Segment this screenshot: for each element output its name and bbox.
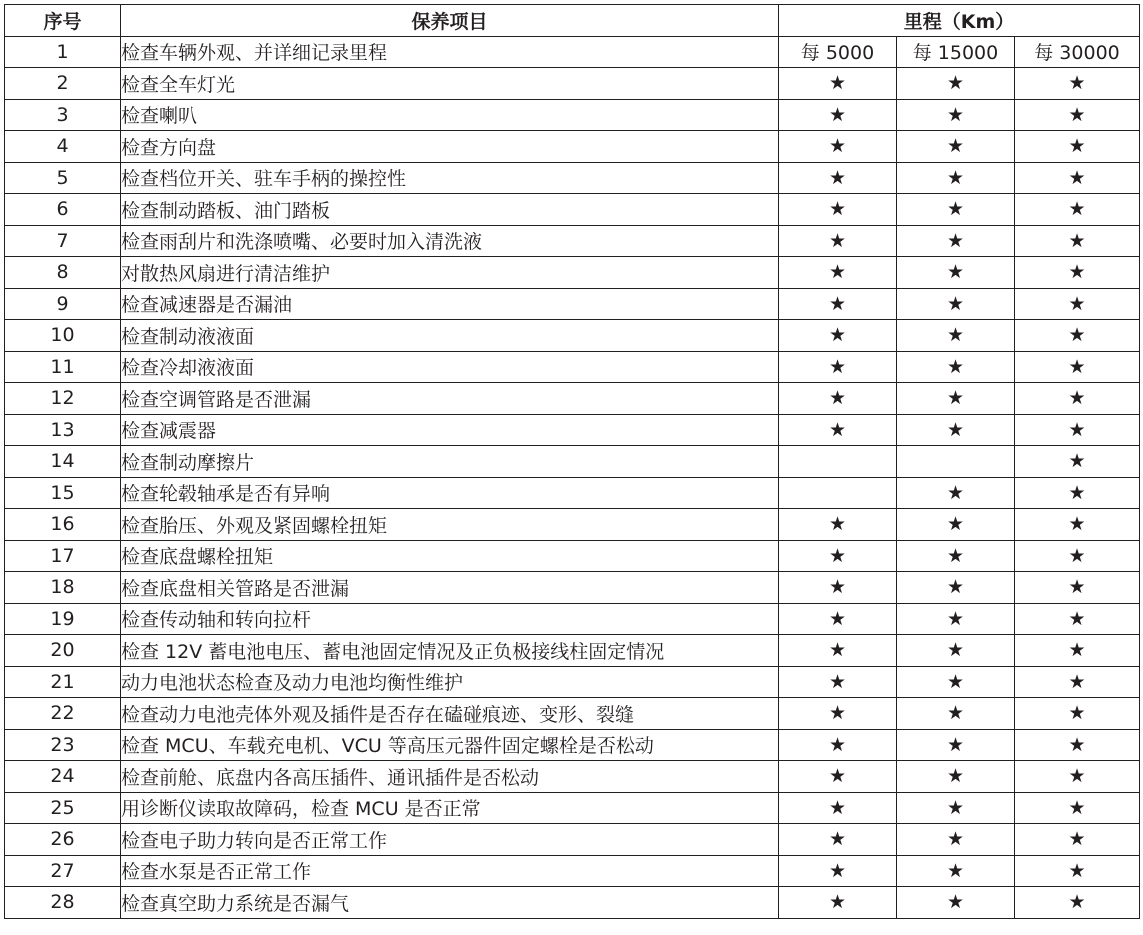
interval-30000-cell: ★ (1015, 698, 1140, 730)
table-row (5, 792, 1140, 824)
table-row (5, 666, 1140, 698)
interval-15000-cell: ★ (897, 477, 1015, 509)
interval-15000-cell: ★ (897, 131, 1015, 163)
table-row (5, 225, 1140, 257)
maintenance-item: 检查水泵是否正常工作 (121, 855, 779, 887)
maintenance-item: 检查方向盘 (121, 131, 779, 163)
interval-5000-cell: ★ (779, 99, 897, 131)
row-number: 22 (5, 698, 121, 730)
interval-30000-cell: 每 30000 (1015, 36, 1140, 68)
table-row (5, 509, 1140, 541)
row-number: 28 (5, 887, 121, 919)
interval-15000-cell: ★ (897, 887, 1015, 919)
interval-15000-cell: ★ (897, 68, 1015, 100)
row-number: 13 (5, 414, 121, 446)
interval-5000-cell: ★ (779, 162, 897, 194)
row-number: 1 (5, 36, 121, 68)
table-row (5, 603, 1140, 635)
interval-5000-cell: ★ (779, 68, 897, 100)
table-row (5, 68, 1140, 100)
table-row (5, 635, 1140, 667)
table-body (5, 36, 1140, 918)
table-row (5, 257, 1140, 289)
maintenance-item: 对散热风扇进行清洁维护 (121, 257, 779, 289)
interval-5000-cell: ★ (779, 698, 897, 730)
table-row (5, 729, 1140, 761)
row-number: 23 (5, 729, 121, 761)
table-row (5, 194, 1140, 226)
table-row (5, 99, 1140, 131)
interval-30000-cell: ★ (1015, 288, 1140, 320)
row-number: 10 (5, 320, 121, 352)
interval-30000-cell: ★ (1015, 68, 1140, 100)
interval-5000-cell: ★ (779, 383, 897, 415)
table-row (5, 540, 1140, 572)
interval-15000-cell: ★ (897, 99, 1015, 131)
maintenance-item: 检查底盘相关管路是否泄漏 (121, 572, 779, 604)
row-number: 17 (5, 540, 121, 572)
maintenance-item: 检查传动轴和转向拉杆 (121, 603, 779, 635)
interval-15000-cell: ★ (897, 540, 1015, 572)
row-number: 8 (5, 257, 121, 289)
interval-5000-cell: ★ (779, 635, 897, 667)
interval-30000-cell: ★ (1015, 509, 1140, 541)
maintenance-item: 检查 12V 蓄电池电压、蓄电池固定情况及正负极接线柱固定情况 (121, 635, 779, 667)
row-number: 27 (5, 855, 121, 887)
interval-30000-cell: ★ (1015, 761, 1140, 793)
maintenance-item: 检查车辆外观、并详细记录里程 (121, 36, 779, 68)
table-row (5, 383, 1140, 415)
interval-30000-cell: ★ (1015, 320, 1140, 352)
maintenance-item: 检查制动液液面 (121, 320, 779, 352)
maintenance-item: 检查胎压、外观及紧固螺栓扭矩 (121, 509, 779, 541)
interval-30000-cell: ★ (1015, 446, 1140, 478)
interval-30000-cell: ★ (1015, 257, 1140, 289)
header-number: 序号 (5, 5, 121, 37)
row-number: 7 (5, 225, 121, 257)
maintenance-item: 检查全车灯光 (121, 68, 779, 100)
maintenance-item: 检查动力电池壳体外观及插件是否存在磕碰痕迹、变形、裂缝 (121, 698, 779, 730)
table-row (5, 572, 1140, 604)
interval-5000-cell: ★ (779, 855, 897, 887)
interval-5000-cell: ★ (779, 887, 897, 919)
maintenance-item: 检查冷却液液面 (121, 351, 779, 383)
interval-30000-cell: ★ (1015, 635, 1140, 667)
interval-5000-cell: ★ (779, 194, 897, 226)
interval-5000-cell: ★ (779, 572, 897, 604)
interval-15000-cell: ★ (897, 666, 1015, 698)
interval-30000-cell: ★ (1015, 383, 1140, 415)
interval-30000-cell: ★ (1015, 824, 1140, 856)
table-row (5, 761, 1140, 793)
interval-5000-cell: ★ (779, 603, 897, 635)
maintenance-item: 检查轮毂轴承是否有异响 (121, 477, 779, 509)
interval-15000-cell: ★ (897, 729, 1015, 761)
interval-5000-cell: ★ (779, 320, 897, 352)
table-row (5, 162, 1140, 194)
interval-15000-cell: ★ (897, 792, 1015, 824)
row-number: 25 (5, 792, 121, 824)
maintenance-item: 检查前舱、底盘内各高压插件、通讯插件是否松动 (121, 761, 779, 793)
interval-30000-cell: ★ (1015, 194, 1140, 226)
interval-15000-cell: ★ (897, 509, 1015, 541)
header-mileage: 里程（Km） (779, 5, 1140, 37)
row-number: 26 (5, 824, 121, 856)
row-number: 5 (5, 162, 121, 194)
row-number: 12 (5, 383, 121, 415)
interval-15000-cell: ★ (897, 320, 1015, 352)
table-row (5, 824, 1140, 856)
row-number: 21 (5, 666, 121, 698)
maintenance-item: 检查雨刮片和洗涤喷嘴、必要时加入清洗液 (121, 225, 779, 257)
interval-5000-cell: ★ (779, 288, 897, 320)
interval-5000-cell: ★ (779, 540, 897, 572)
interval-5000-cell: ★ (779, 761, 897, 793)
interval-15000-cell: 每 15000 (897, 36, 1015, 68)
interval-15000-cell: ★ (897, 383, 1015, 415)
interval-15000-cell: ★ (897, 698, 1015, 730)
interval-15000-cell: ★ (897, 225, 1015, 257)
interval-15000-cell: ★ (897, 824, 1015, 856)
table-row (5, 855, 1140, 887)
maintenance-item: 检查底盘螺栓扭矩 (121, 540, 779, 572)
interval-15000-cell: ★ (897, 288, 1015, 320)
interval-5000-cell: ★ (779, 792, 897, 824)
maintenance-item: 用诊断仪读取故障码，检查 MCU 是否正常 (121, 792, 779, 824)
maintenance-item: 检查制动摩擦片 (121, 446, 779, 478)
maintenance-item: 检查真空助力系统是否漏气 (121, 887, 779, 919)
row-number: 9 (5, 288, 121, 320)
interval-30000-cell: ★ (1015, 792, 1140, 824)
interval-30000-cell: ★ (1015, 131, 1140, 163)
row-number: 2 (5, 68, 121, 100)
row-number: 20 (5, 635, 121, 667)
interval-15000-cell: ★ (897, 194, 1015, 226)
interval-30000-cell: ★ (1015, 414, 1140, 446)
interval-30000-cell: ★ (1015, 666, 1140, 698)
interval-30000-cell: ★ (1015, 99, 1140, 131)
interval-5000-cell: ★ (779, 414, 897, 446)
maintenance-item: 检查减速器是否漏油 (121, 288, 779, 320)
interval-30000-cell: ★ (1015, 225, 1140, 257)
table-row (5, 131, 1140, 163)
row-number: 16 (5, 509, 121, 541)
row-number: 4 (5, 131, 121, 163)
maintenance-item: 检查电子助力转向是否正常工作 (121, 824, 779, 856)
interval-5000-cell: ★ (779, 351, 897, 383)
interval-15000-cell: ★ (897, 572, 1015, 604)
row-number: 3 (5, 99, 121, 131)
interval-15000-cell: ★ (897, 162, 1015, 194)
maintenance-item: 检查 MCU、车载充电机、VCU 等高压元器件固定螺栓是否松动 (121, 729, 779, 761)
table-row (5, 477, 1140, 509)
interval-5000-cell: ★ (779, 729, 897, 761)
interval-5000-cell: 每 5000 (779, 36, 897, 68)
interval-15000-cell (897, 446, 1015, 478)
interval-5000-cell: ★ (779, 824, 897, 856)
maintenance-schedule-table (4, 4, 1140, 919)
interval-15000-cell: ★ (897, 635, 1015, 667)
interval-30000-cell: ★ (1015, 729, 1140, 761)
interval-15000-cell: ★ (897, 414, 1015, 446)
maintenance-item: 检查喇叭 (121, 99, 779, 131)
maintenance-item: 动力电池状态检查及动力电池均衡性维护 (121, 666, 779, 698)
interval-5000-cell (779, 446, 897, 478)
table-row (5, 887, 1140, 919)
interval-30000-cell: ★ (1015, 351, 1140, 383)
interval-5000-cell: ★ (779, 225, 897, 257)
row-number: 15 (5, 477, 121, 509)
row-number: 6 (5, 194, 121, 226)
row-number: 19 (5, 603, 121, 635)
interval-15000-cell: ★ (897, 855, 1015, 887)
table-row (5, 288, 1140, 320)
maintenance-item: 检查制动踏板、油门踏板 (121, 194, 779, 226)
row-number: 18 (5, 572, 121, 604)
interval-15000-cell: ★ (897, 257, 1015, 289)
header-maintenance-item: 保养项目 (121, 5, 779, 37)
table-row (5, 698, 1140, 730)
interval-30000-cell: ★ (1015, 162, 1140, 194)
interval-5000-cell: ★ (779, 257, 897, 289)
interval-30000-cell: ★ (1015, 887, 1140, 919)
interval-30000-cell: ★ (1015, 603, 1140, 635)
table-row (5, 36, 1140, 68)
row-number: 24 (5, 761, 121, 793)
maintenance-item: 检查减震器 (121, 414, 779, 446)
table-row (5, 351, 1140, 383)
table-header-row (5, 5, 1140, 37)
interval-5000-cell (779, 477, 897, 509)
table-row (5, 414, 1140, 446)
maintenance-item: 检查档位开关、驻车手柄的操控性 (121, 162, 779, 194)
interval-5000-cell: ★ (779, 666, 897, 698)
maintenance-item: 检查空调管路是否泄漏 (121, 383, 779, 415)
table-row (5, 320, 1140, 352)
interval-5000-cell: ★ (779, 509, 897, 541)
interval-15000-cell: ★ (897, 351, 1015, 383)
interval-30000-cell: ★ (1015, 540, 1140, 572)
interval-5000-cell: ★ (779, 131, 897, 163)
row-number: 11 (5, 351, 121, 383)
interval-15000-cell: ★ (897, 761, 1015, 793)
row-number: 14 (5, 446, 121, 478)
interval-15000-cell: ★ (897, 603, 1015, 635)
interval-30000-cell: ★ (1015, 477, 1140, 509)
interval-30000-cell: ★ (1015, 572, 1140, 604)
interval-30000-cell: ★ (1015, 855, 1140, 887)
table-row (5, 446, 1140, 478)
